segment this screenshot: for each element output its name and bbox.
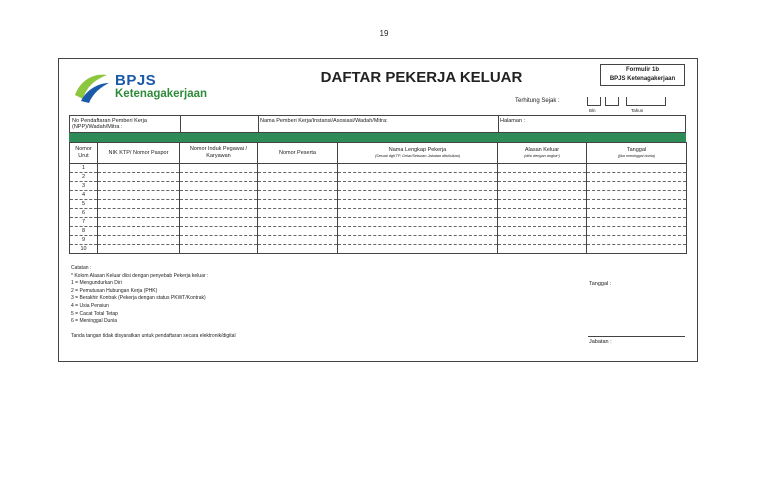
table-cell[interactable] xyxy=(338,173,498,182)
table-row xyxy=(70,218,687,227)
employer-info-row xyxy=(69,115,686,133)
form-frame xyxy=(58,58,698,362)
month-field-2[interactable] xyxy=(605,97,619,106)
table-cell[interactable] xyxy=(258,200,338,209)
note-line: 3 = Berakhir Kontrak (Pekerja dengan status PKWT/Kontrak) xyxy=(71,295,206,302)
form-code: Formulir 1b xyxy=(625,67,659,73)
table-cell[interactable] xyxy=(338,236,498,245)
terhitung-sejak-label: Terhitung Sejak : xyxy=(515,98,560,104)
table-cell[interactable] xyxy=(498,182,587,191)
row-number: 7 xyxy=(70,218,98,227)
table-cell[interactable] xyxy=(258,209,338,218)
column-header xyxy=(70,143,98,164)
table-cell[interactable] xyxy=(587,173,687,182)
table-row xyxy=(70,164,687,173)
row-number: 4 xyxy=(70,191,98,200)
table-cell[interactable] xyxy=(338,227,498,236)
table-cell[interactable] xyxy=(587,245,687,254)
column-header-label: Nomor Peserta xyxy=(279,149,316,156)
year-field[interactable] xyxy=(626,97,666,106)
table-row xyxy=(70,236,687,245)
table-cell[interactable] xyxy=(180,209,258,218)
tahun-label: Tahun xyxy=(631,108,644,113)
row-number: 2 xyxy=(70,173,98,182)
employer-name-label: Nama Pemberi Kerja/Instansi/Asosiasi/Wadah/Mitra: xyxy=(260,118,388,124)
row-number: 6 xyxy=(70,209,98,218)
table-cell[interactable] xyxy=(587,191,687,200)
table-cell[interactable] xyxy=(498,209,587,218)
table-cell[interactable] xyxy=(180,164,258,173)
table-cell[interactable] xyxy=(180,245,258,254)
table-row xyxy=(70,245,687,254)
row-number: 1 xyxy=(70,164,98,173)
table-header-row xyxy=(70,143,687,164)
table-cell[interactable] xyxy=(98,200,180,209)
table-cell[interactable] xyxy=(498,245,587,254)
bln-label: Bln xyxy=(589,108,596,113)
note-line: Tanda tangan tidak disyaratkan untuk pendaftaran secara elektronik/digital xyxy=(71,333,236,340)
table-row xyxy=(70,227,687,236)
column-header-label: Nomor Urut xyxy=(75,146,92,159)
note-line: 6 = Meninggal Dunia xyxy=(71,318,118,325)
halaman-label: Halaman : xyxy=(500,118,526,124)
form-agency: BPJS Ketenagakerjaan xyxy=(609,76,676,82)
table-cell[interactable] xyxy=(587,164,687,173)
table-cell[interactable] xyxy=(498,191,587,200)
table-cell[interactable] xyxy=(180,182,258,191)
column-header xyxy=(98,143,180,164)
table-cell[interactable] xyxy=(98,218,180,227)
npp-field[interactable] xyxy=(180,116,258,132)
column-header xyxy=(587,143,687,164)
row-number: 3 xyxy=(70,182,98,191)
note-line: Catatan : xyxy=(71,265,92,271)
note-line: 2 = Pemutusan Hubungan Kerja (PHK) xyxy=(71,287,158,294)
table-body xyxy=(70,164,687,254)
table-cell[interactable] xyxy=(258,164,338,173)
table-cell[interactable] xyxy=(180,191,258,200)
row-number: 10 xyxy=(70,245,98,254)
table-cell[interactable] xyxy=(258,227,338,236)
table-cell[interactable] xyxy=(180,236,258,245)
logo-text-ketenagakerjaan: Ketenagakerjaan xyxy=(115,88,208,100)
column-header-note: (jika meninggal dunia) xyxy=(617,154,656,158)
employee-table xyxy=(69,142,687,254)
table-cell[interactable] xyxy=(180,227,258,236)
bpjs-logo-icon xyxy=(71,69,111,105)
page-number: 19 xyxy=(379,29,389,38)
column-header-label: Nama Lengkap Pekerja xyxy=(388,147,447,153)
table-cell[interactable] xyxy=(587,209,687,218)
column-header xyxy=(498,143,587,164)
row-number: 9 xyxy=(70,236,98,245)
table-cell[interactable] xyxy=(180,173,258,182)
column-header xyxy=(180,143,258,164)
table-cell[interactable] xyxy=(498,218,587,227)
column-header-note: (Sesuai dgKTP, Gelar/Sebutan Jabatan ditulisikan) xyxy=(374,154,461,158)
form-title: DAFTAR PEKERJA KELUAR xyxy=(320,69,523,86)
green-divider xyxy=(69,133,686,142)
table-cell[interactable] xyxy=(258,218,338,227)
jabatan-label: Jabatan : xyxy=(589,339,612,345)
table-cell[interactable] xyxy=(98,173,180,182)
table-cell[interactable] xyxy=(498,173,587,182)
column-header xyxy=(258,143,338,164)
table-row xyxy=(70,173,687,182)
table-cell[interactable] xyxy=(258,236,338,245)
table-cell[interactable] xyxy=(258,191,338,200)
table-cell[interactable] xyxy=(98,236,180,245)
column-header-label: Nomor Induk Pegawai / Karyawan xyxy=(189,146,248,159)
table-cell[interactable] xyxy=(98,182,180,191)
tanggal-label: Tanggal : xyxy=(589,281,612,287)
note-line xyxy=(71,326,236,334)
table-cell[interactable] xyxy=(338,200,498,209)
note-line: 5 = Cacat Total Tetap xyxy=(71,310,118,317)
table-cell[interactable] xyxy=(338,182,498,191)
row-number: 5 xyxy=(70,200,98,209)
table-cell[interactable] xyxy=(258,245,338,254)
table-cell[interactable] xyxy=(180,218,258,227)
table-cell[interactable] xyxy=(498,227,587,236)
row-number: 8 xyxy=(70,227,98,236)
table-cell[interactable] xyxy=(258,182,338,191)
note-line: * Kolom Alasan Keluar diisi dengan penyebab Pekerja keluar : xyxy=(71,272,209,279)
table-row xyxy=(70,209,687,218)
notes-section xyxy=(71,265,236,341)
form-code-box xyxy=(600,64,685,86)
table-cell[interactable] xyxy=(498,164,587,173)
note-line: 4 = Usia Pensiun xyxy=(71,302,109,309)
table-cell[interactable] xyxy=(258,173,338,182)
table-cell[interactable] xyxy=(338,191,498,200)
table-cell[interactable] xyxy=(338,245,498,254)
table-cell[interactable] xyxy=(338,164,498,173)
column-header xyxy=(338,143,498,164)
column-header-note: (diisi dengan angka*) xyxy=(524,154,560,158)
table-row xyxy=(70,200,687,209)
table-cell[interactable] xyxy=(587,227,687,236)
table-cell[interactable] xyxy=(98,227,180,236)
table-row xyxy=(70,191,687,200)
table-cell[interactable] xyxy=(587,182,687,191)
column-header-label: Tanggal xyxy=(626,147,647,153)
table-cell[interactable] xyxy=(498,236,587,245)
table-cell[interactable] xyxy=(587,236,687,245)
month-field[interactable] xyxy=(587,97,601,106)
table-cell[interactable] xyxy=(98,164,180,173)
bpjs-logo xyxy=(71,67,221,107)
signature-line[interactable] xyxy=(588,336,685,337)
table-cell[interactable] xyxy=(587,218,687,227)
note-line: 1 = Mengundurkan Diri xyxy=(71,280,122,287)
column-header-label: Alasan Keluar xyxy=(524,147,560,153)
table-cell[interactable] xyxy=(587,200,687,209)
logo-text-bpjs: BPJS xyxy=(115,72,157,89)
table-cell[interactable] xyxy=(498,200,587,209)
table-cell[interactable] xyxy=(98,245,180,254)
table-cell[interactable] xyxy=(180,200,258,209)
npp-label: No Pendaftaran Pemberi Kerja (NPP)/Wadah/Mitra : xyxy=(72,118,147,130)
table-cell[interactable] xyxy=(338,209,498,218)
table-cell[interactable] xyxy=(98,191,180,200)
table-cell[interactable] xyxy=(98,209,180,218)
column-header-label: NIK KTP/ Nomor Paspor xyxy=(108,149,169,156)
table-row xyxy=(70,182,687,191)
table-cell[interactable] xyxy=(338,218,498,227)
